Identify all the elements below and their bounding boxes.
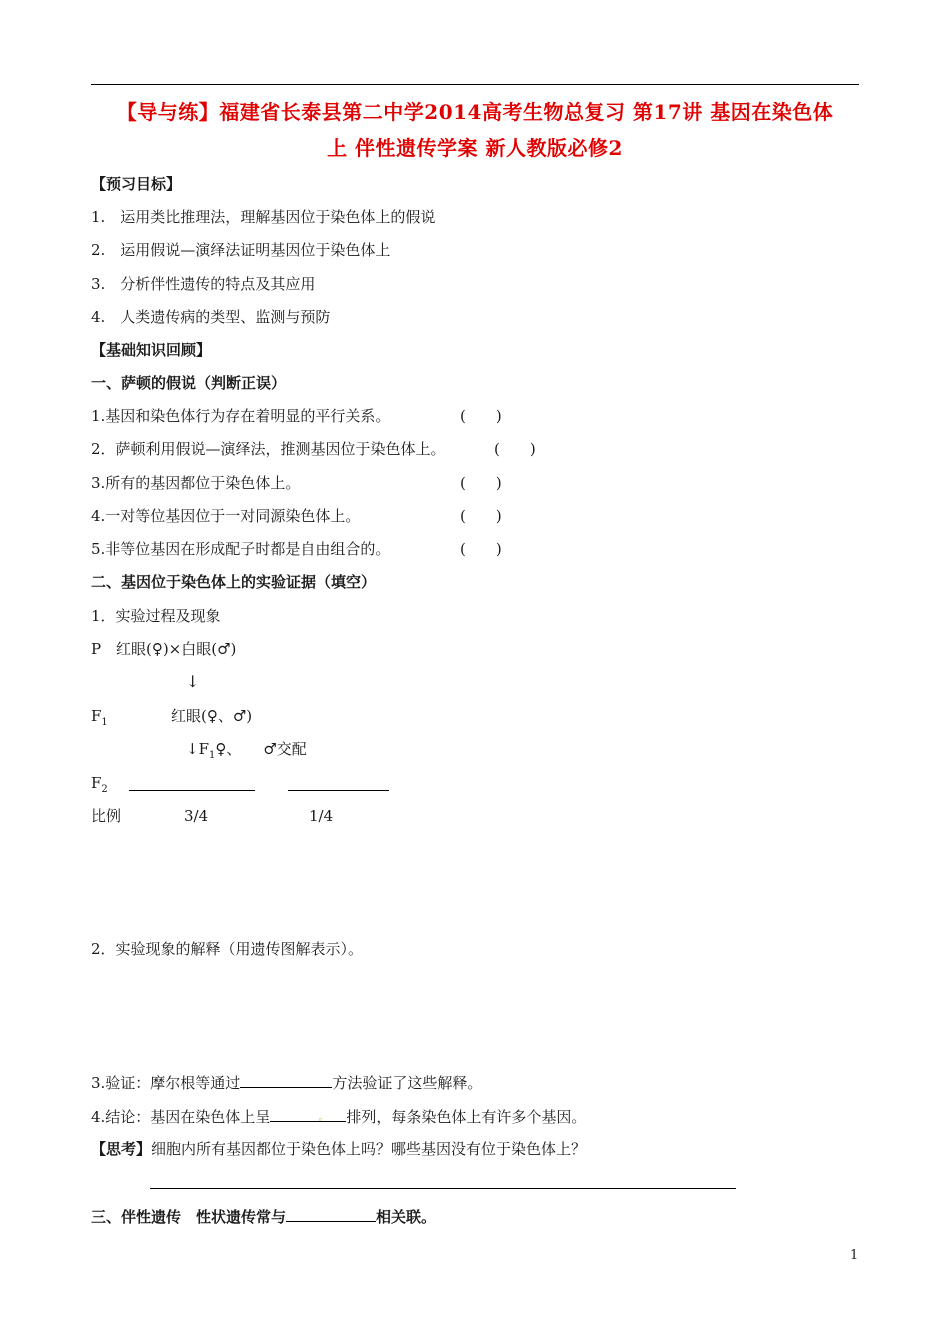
answer-paren-5[interactable]: ( ): [460, 540, 502, 558]
verify-blank[interactable]: [240, 1072, 332, 1088]
judge-item-4: 4.一对等位基因位于一对同源染色体上。: [91, 507, 361, 525]
f1-phenotype: 红眼(♀、♂): [171, 707, 253, 725]
think-answer-line[interactable]: [150, 1188, 736, 1189]
verification-line: 3.验证：摩尔根等通过 方法验证了这些解释。: [91, 1074, 483, 1092]
ratio-value-1: 3/4: [184, 807, 209, 825]
ratio-value-2: 1/4: [309, 807, 334, 825]
f2-blank-2[interactable]: [288, 790, 389, 791]
f1-cross: $↓F_1♀$、 ♂交配: [186, 740, 307, 761]
answer-paren-4[interactable]: ( ): [460, 507, 502, 525]
section3-blank[interactable]: [286, 1206, 376, 1222]
preview-item-3: 3. 分析伴性遗传的特点及其应用: [91, 275, 316, 293]
answer-paren-2[interactable]: ( ): [494, 440, 536, 458]
judge-item-3: 3.所有的基因都位于染色体上。: [91, 474, 301, 492]
preview-item-1: 1. 运用类比推理法，理解基因位于染色体上的假说: [91, 208, 436, 226]
down-arrow-icon: ↓: [186, 672, 200, 691]
section1-heading: 一、萨顿的假说（判断正误）: [91, 374, 287, 392]
preview-heading: 【预习目标】: [91, 175, 182, 193]
document-title-line1: 【导与练】福建省长泰县第二中学2014高考生物总复习 第17讲 基因在染色体: [116, 100, 834, 124]
top-rule: [91, 84, 859, 85]
explanation-label: 2．实验现象的解释（用遗传图解表示）。: [91, 940, 364, 958]
preview-item-2: 2. 运用假说—演绎法证明基因位于染色体上: [91, 241, 391, 259]
think-label: 【思考】: [91, 1140, 152, 1158]
ratio-label: 比例: [91, 807, 122, 825]
judge-item-5: 5.非等位基因在形成配子时都是自由组合的。: [91, 540, 391, 558]
answer-paren-1[interactable]: ( ): [460, 407, 502, 425]
p-cross: 红眼(♀)×白眼(♂): [116, 640, 237, 658]
section3-heading: 三、伴性遗传 性状遗传常与 相关联。: [91, 1208, 437, 1226]
document-title-line2: 上 伴性遗传学案 新人教版必修2: [327, 136, 623, 160]
review-heading: 【基础知识回顾】: [91, 341, 212, 359]
experiment-process-label: 1．实验过程及现象: [91, 607, 221, 625]
conclusion-blank[interactable]: 。: [270, 1106, 346, 1122]
f2-label: $F_2$: [91, 774, 108, 795]
answer-paren-3[interactable]: ( ): [460, 474, 502, 492]
preview-item-4: 4. 人类遗传病的类型、监测与预防: [91, 308, 331, 326]
judge-item-2: 2．萨顿利用假说—演绎法，推测基因位于染色体上。: [91, 440, 446, 458]
think-text: 细胞内所有基因都位于染色体上吗？哪些基因没有位于染色体上？: [151, 1140, 587, 1158]
f2-blank-1[interactable]: [129, 790, 255, 791]
page-number: 1: [850, 1248, 859, 1263]
judge-item-1: 1.基因和染色体行为存在着明显的平行关系。: [91, 407, 391, 425]
think-line: [91, 1139, 586, 1159]
down-arrow-icon: ↓: [186, 740, 199, 758]
p-generation-label: P: [91, 640, 102, 658]
conclusion-line: 4.结论：基因在染色体上呈 。 排列，每条染色体上有许多个基因。: [91, 1108, 587, 1126]
f1-label: $F_1$: [91, 707, 108, 728]
section2-heading: 二、基因位于染色体上的实验证据（填空）: [91, 573, 377, 591]
